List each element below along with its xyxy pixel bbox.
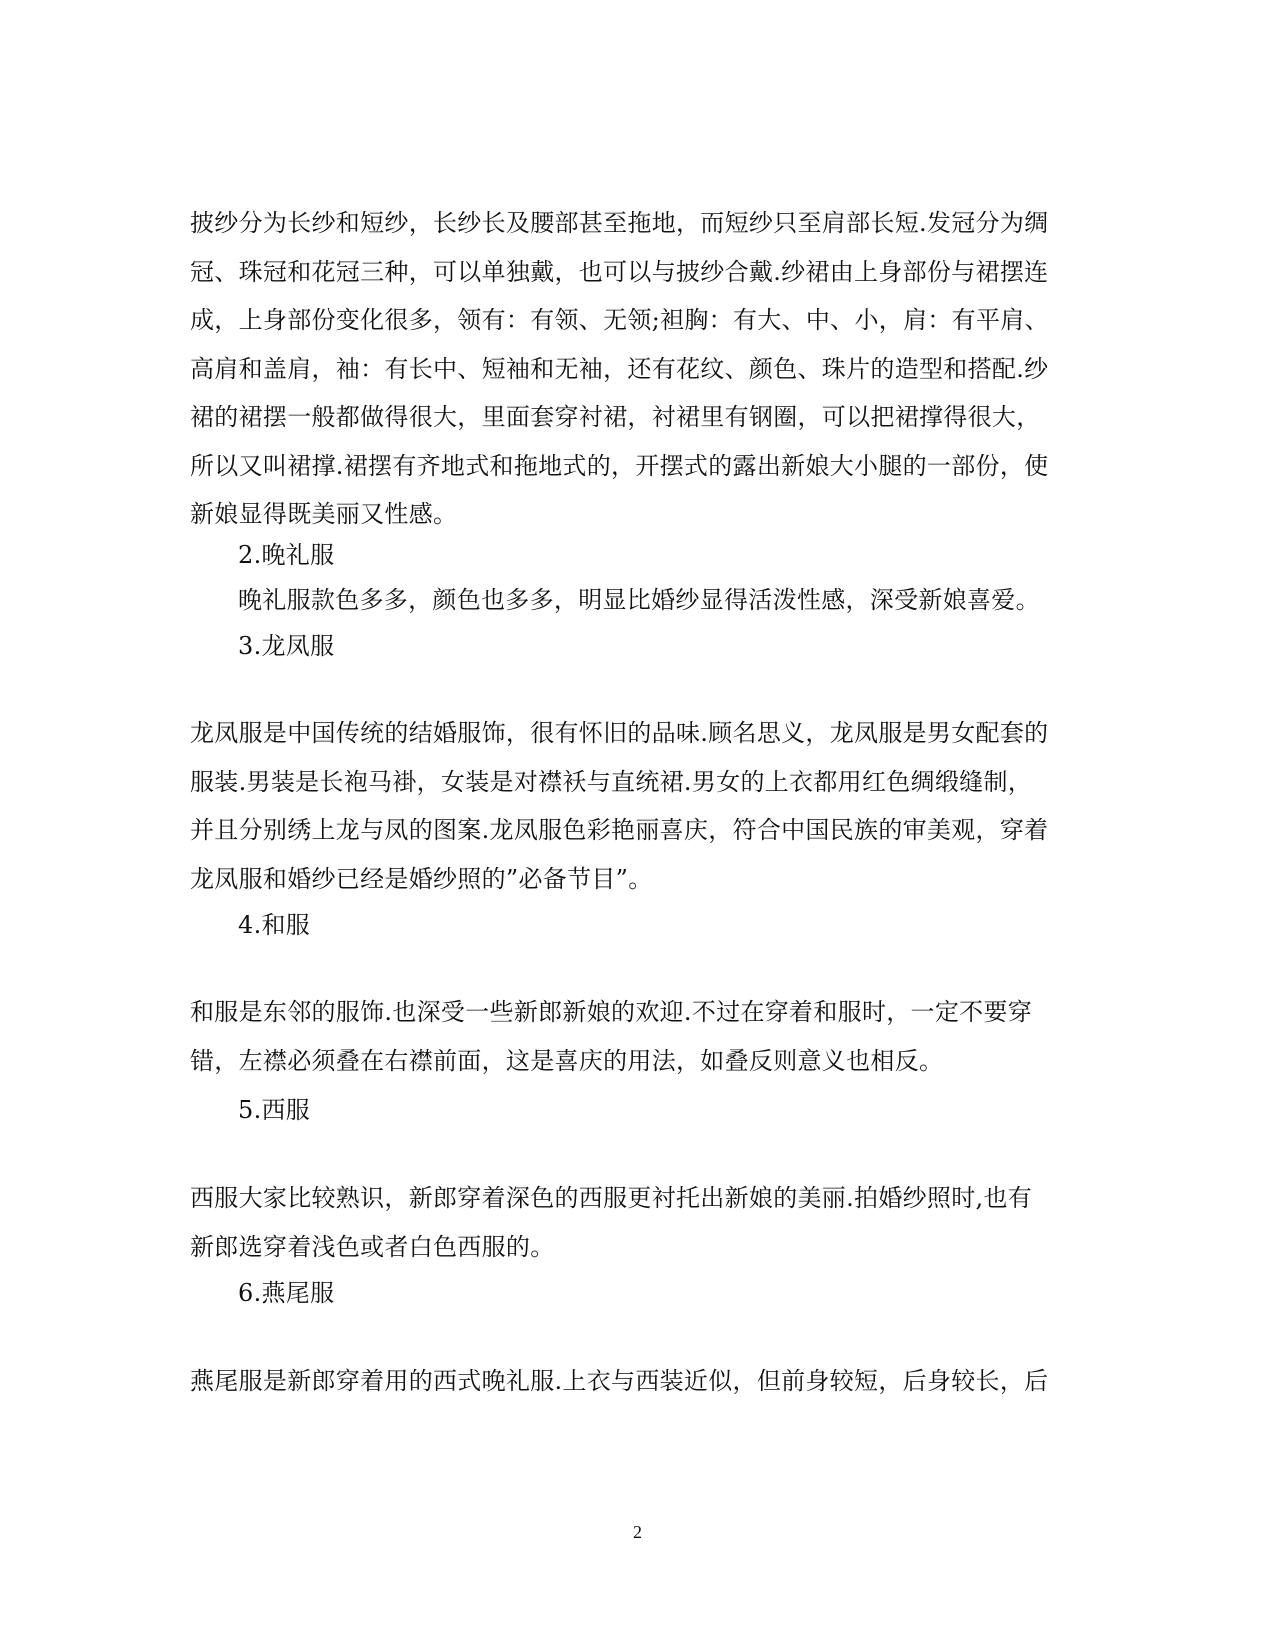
page-number: 2 (633, 1522, 642, 1542)
heading-western-suit: 5.西服 (238, 1096, 311, 1124)
heading-kimono: 4.和服 (238, 911, 311, 939)
paragraph-dragon-phoenix: 龙凤服是中国传统的结婚服饰，很有怀旧的品味.顾名思义，龙凤服是男女配套的 服装.男装是长袍马褂，女装是对襟袄与直统裙.男女的上衣都用红色绸缎缝制， 并且分别绣上龙与凤的图案.龙凤服色彩艳丽喜庆，符合中国民族的审美观，穿着 龙凤服和婚纱已经是婚纱照的”必备节目”。 (190, 719, 1049, 893)
heading-evening-dress: 2.晚礼服 (238, 541, 335, 569)
paragraph-veil-and-gown: 披纱分为长纱和短纱，长纱长及腰部甚至拖地，而短纱只至肩部长短.发冠分为绸 冠、珠冠和花冠三种，可以单独戴，也可以与披纱合戴.纱裙由上身部份与裙摆连 成，上身部份变化很多，领有：有领、无领;袒胸：有大、中、小，肩：有平肩、 高肩和盖肩，袖：有长中、短袖和无袖，还有花纹、颜色、珠片的造型和搭配.纱 裙的裙摆一般都做得很大，里面套穿衬裙，衬裙里有钢圈，可以把裙撑得很大， 所以又叫裙撑.裙摆有齐地式和拖地式的，开摆式的露出新娘大小腿的一部份，使 新娘显得既美丽又性感。 (190, 209, 1049, 528)
heading-dragon-phoenix: 3.龙凤服 (238, 632, 335, 660)
heading-tailcoat: 6.燕尾服 (238, 1279, 335, 1307)
paragraph-kimono: 和服是东邻的服饰.也深受一些新郎新娘的欢迎.不过在穿着和服时，一定不要穿 错，左襟必须叠在右襟前面，这是喜庆的用法，如叠反则意义也相反。 (190, 998, 1033, 1075)
paragraph-tailcoat: 燕尾服是新郎穿着用的西式晚礼服.上衣与西装近似，但前身较短，后身较长，后 (190, 1367, 1049, 1395)
paragraph-evening-dress: 晚礼服款色多多，颜色也多多，明显比婚纱显得活泼性感，深受新娘喜爱。 (238, 586, 1040, 614)
paragraph-western-suit: 西服大家比较熟识，新郎穿着深色的西服更衬托出新娘的美丽.拍婚纱照时,也有 新郎选穿着浅色或者白色西服的。 (190, 1184, 1033, 1261)
